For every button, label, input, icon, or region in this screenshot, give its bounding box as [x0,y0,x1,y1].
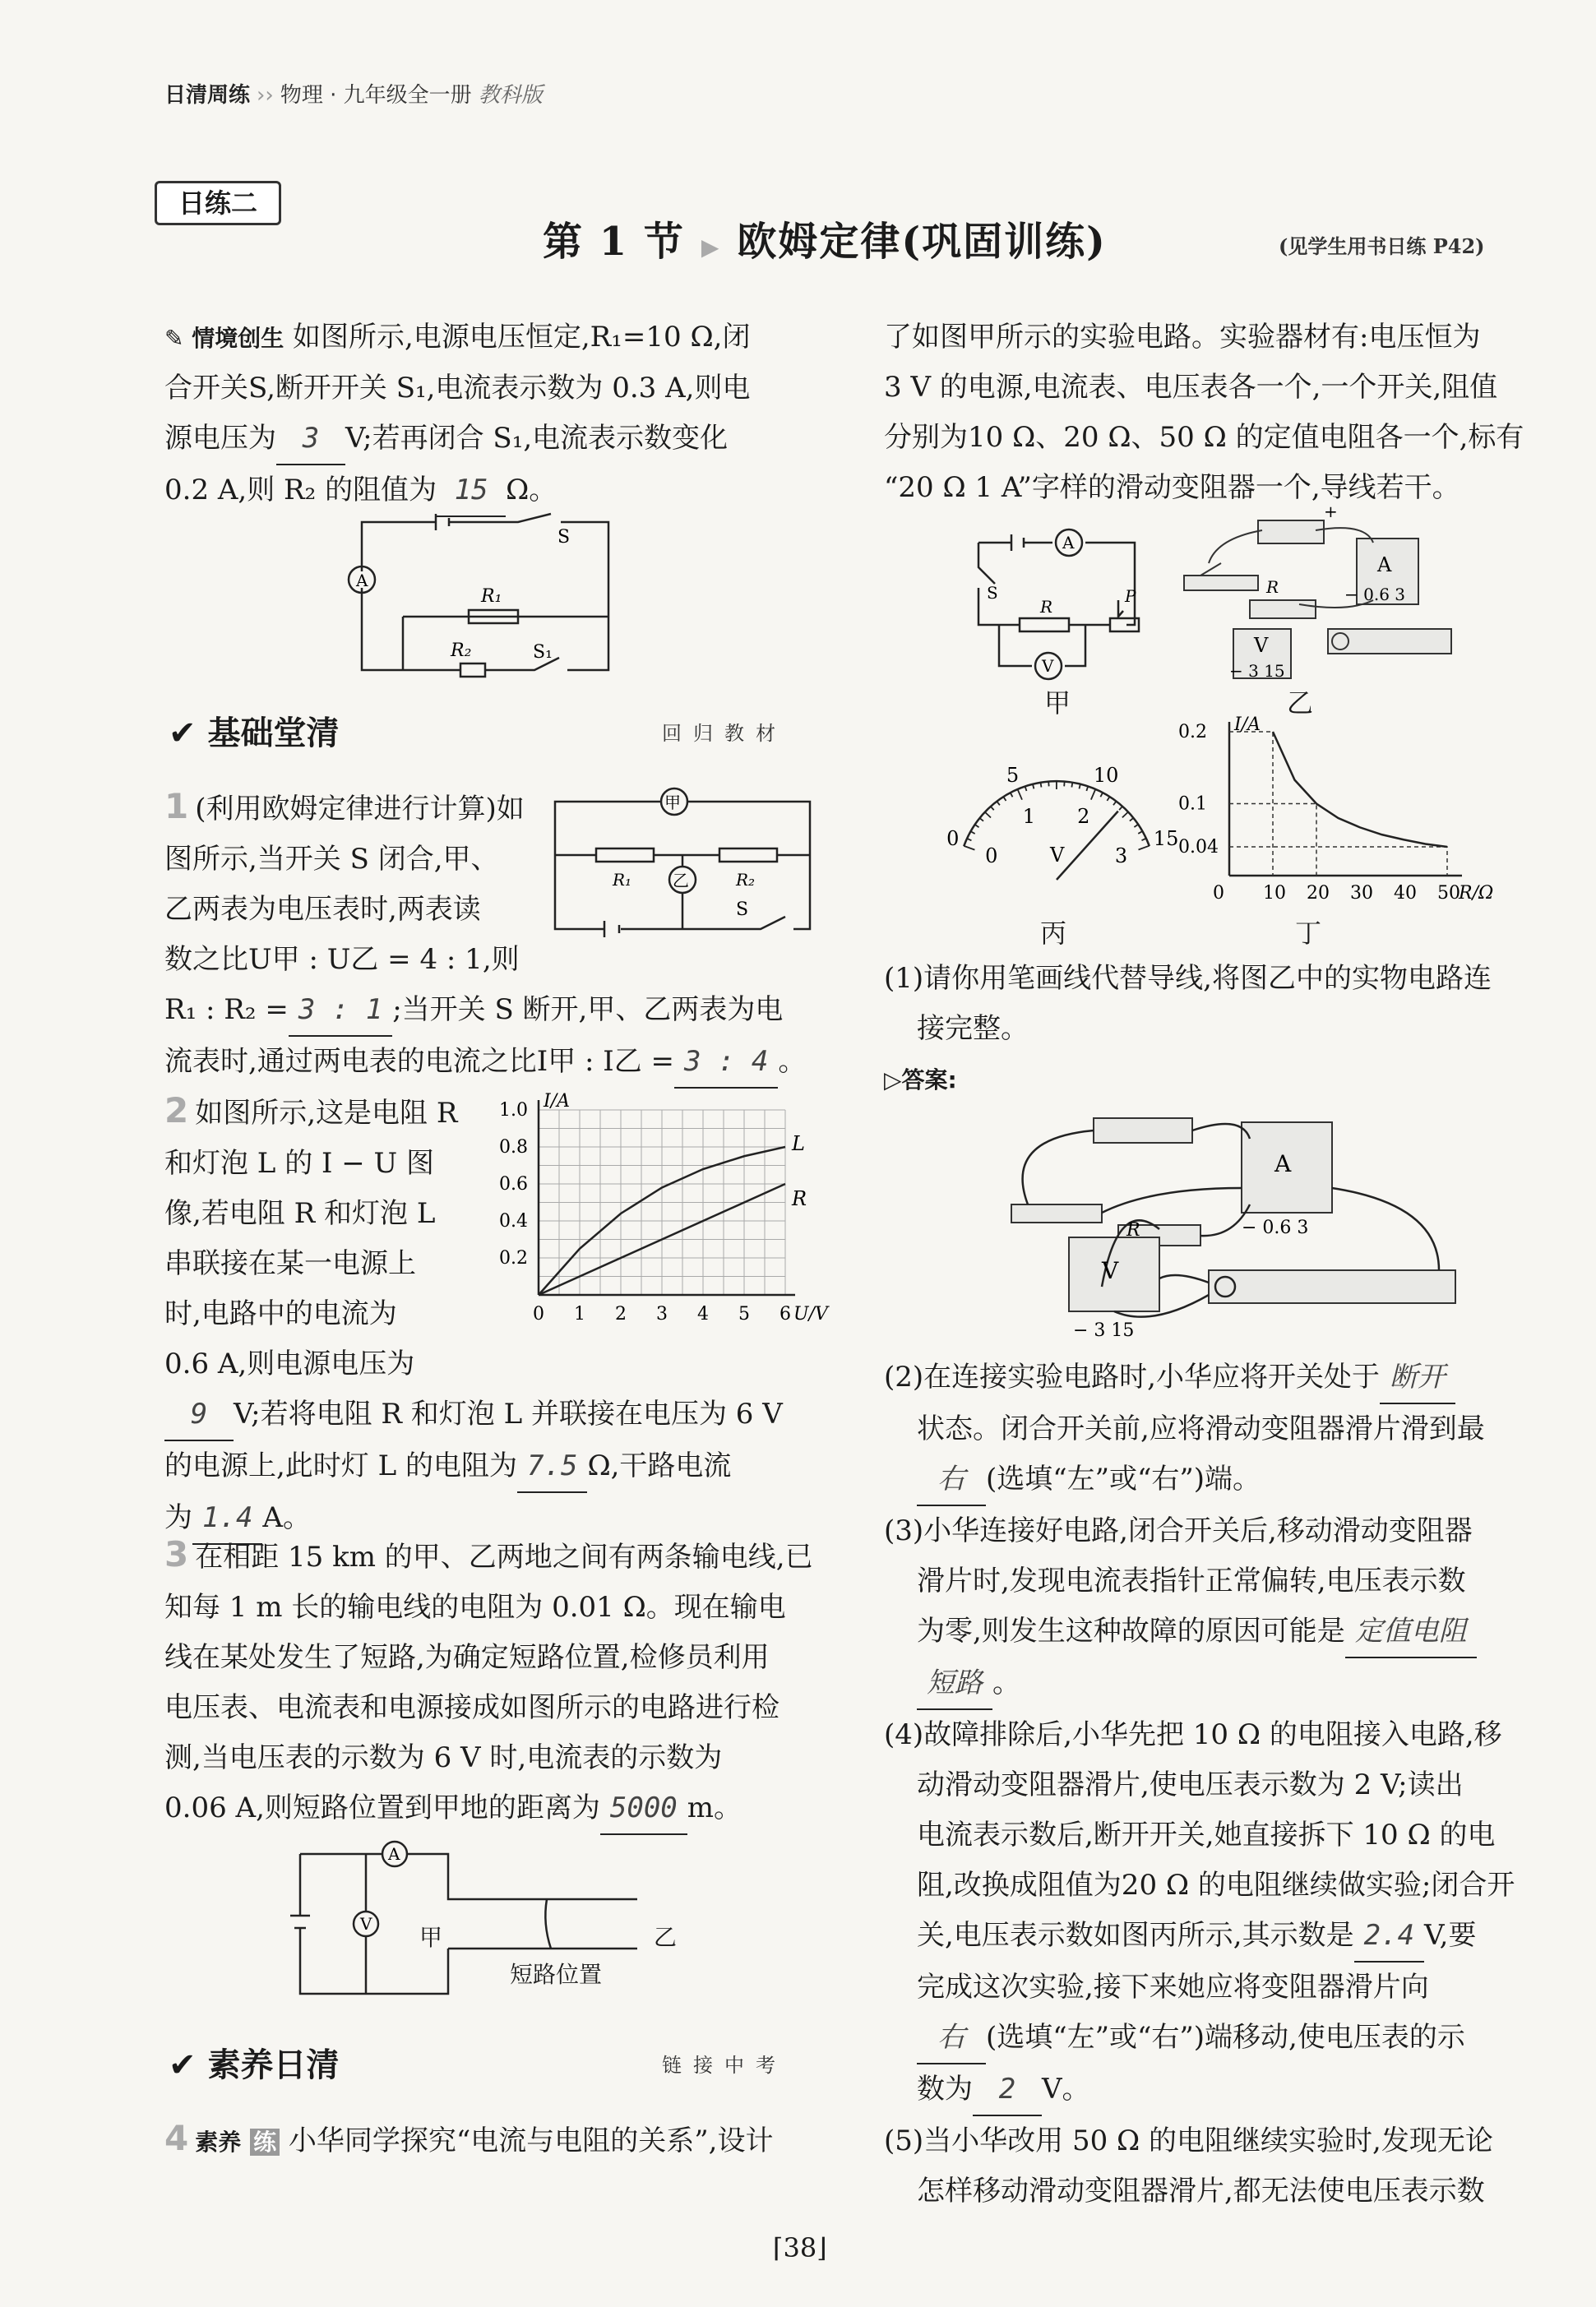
svg-text:乙: 乙 [673,871,689,890]
x-tick-label: 20 [1307,883,1330,904]
svg-text:P: P [1125,586,1136,606]
section-name: 欧姆定律(巩固训练) [737,219,1107,265]
svg-text:A: A [388,1844,400,1864]
svg-text:R₂: R₂ [451,640,472,661]
page-title: 第 1 节 ▶ 欧姆定律(巩固训练) [543,219,1107,265]
question-4-start: 4 素养 练 小华同学探究“电流与电阻的关系”,设计 [164,2118,774,2158]
q3-circuit-diagram [284,1838,678,2002]
svg-text:V: V [1042,656,1054,676]
svg-text:S: S [987,583,998,603]
dial-tick [967,839,971,841]
svg-text:− 0.6 3: − 0.6 3 [1344,585,1406,604]
svg-text:− 0.6 3: − 0.6 3 [1242,1218,1309,1238]
fig-label-jia: 甲 [1044,687,1071,719]
section-literacy-header: ✔ 素养日清 链接中考 [169,2046,787,2084]
dial-label-top: 15 [1153,826,1179,850]
dial-tick [975,825,979,827]
dial-tick [1122,811,1128,817]
x-axis-label: U/V [793,1304,828,1325]
q4-parts-2-5: (2)在连接实验电路时,小华应将开关处于 断开 状态。闭合开关前,应将滑动变阻器滑片滑到最 右 (选填“左”或“右”)端。 (3)小华连接好电路,闭合开关后,移动滑动变阻器 滑片时,发现电流表指针正常偏转,电压表示数 为零,则发生这种故障的原因可能是 定值电阻 短路 。 (4)故障排除后,小华先把 10 Ω 的电阻接入电路,移 动滑动变阻器滑片,使电压表示数为 2 V;读出 电流表示数后,断开开关,她直接拆下 10 Ω 的电 阻,改换成阻值为20 Ω 的电阻继续做实验;闭合开 关,电压表示数如图丙所示,其示数是 2.4 V,要 完成这次实验,接下来她应将变阻器滑片向 右 (选填“左”或“右”)端移动,使电压表的示 数为 2 V。 (5)当小华改用 50 Ω 的电阻继续实验时,发现无论 怎样移动滑动变阻器滑片,都无法使电压表示数 [884,1352,1542,2217]
scenario-block: ✎ 情境创生 如图所示,电源电压恒定,R₁=10 Ω,闭 合开关S,断开开关 S₁,电流表示数为 0.3 A,则电 源电压为 3 V;若再闭合 S₁,电流表示数变化 0.2 A,则 R₂ 的阻值为 15 Ω。 [164,312,822,517]
dial-tick [970,831,974,834]
dial-tick [1071,783,1072,788]
svg-text:R: R [1266,577,1279,597]
y-tick-label: 0.04 [1178,837,1219,858]
answer-blank: 2 [973,2064,1042,2116]
scenario-line: 合开关S,断开开关 S₁,电流表示数为 0.3 A,则电 [164,372,751,405]
fig-label-jia: 甲 [419,1924,443,1951]
dial-label-bottom: 2 [1077,804,1090,828]
x-tick-label: 1 [574,1304,585,1325]
x-tick-label: 30 [1350,883,1373,904]
fig-label-bing: 丙 [1040,918,1067,949]
svg-text:R: R [1040,597,1053,617]
x-tick-label: 40 [1394,883,1417,904]
svg-text:R₂: R₂ [736,870,756,890]
dial-tick [979,818,983,821]
x-tick-label: 3 [656,1304,668,1325]
y-tick-label: 0.2 [499,1248,528,1269]
dial-tick [991,807,994,810]
scenario-circuit-diagram [345,510,625,682]
question-1: 1 (利用欧姆定律进行计算)如 图所示,当开关 S 闭合,甲、 乙两表为电压表时,两表读 数之比U甲 : U乙 = 4 : 1,则 R₁ : R₂ = 3 : 1 ;当开关 S 断开,甲、乙两表为电 流表时,通过两电表的电流之比I甲 : I乙 = 3 : 4 。 [164,781,822,1089]
check-icon: ✔ [169,2046,197,2084]
x-tick-label: 50 [1437,883,1460,904]
scenario-line: 如图所示,电源电压恒定,R₁=10 Ω,闭 [293,321,751,354]
day-tag: 日练二 [155,181,281,225]
x-tick-label: 5 [738,1304,750,1325]
y-tick-label: 0.4 [499,1211,528,1232]
left-column [164,312,822,517]
dial-tick [1113,801,1117,805]
check-icon: ✔ [169,714,197,752]
answer-blank: 15 [437,465,506,517]
guide-line [1229,847,1447,876]
series-label-L: L [792,1132,805,1155]
dial-tick [1130,818,1134,821]
svg-text:− 3 15: − 3 15 [1073,1320,1135,1341]
series-label-R: R [792,1187,807,1210]
dial-tick [1141,839,1145,841]
dial-unit: V [1050,844,1065,867]
fig-label-ding: 丁 [1295,918,1322,949]
dial-tick [1017,789,1022,800]
subject: 物理 · 九年级全一册 [280,83,472,108]
running-header: 日清周练 ›› 物理 · 九年级全一册 教科版 [164,83,543,108]
ir-chart [1172,714,1494,913]
dial-tick [1086,786,1088,791]
section-number: 第 1 节 [543,219,685,265]
dial-tick [1134,825,1138,827]
page-number: ⌈38⌋ [773,2232,827,2263]
dial-tick [1011,793,1013,797]
answer-blank: 定值电阻 [1345,1607,1477,1658]
q4-answer-apparatus [995,1106,1488,1344]
y-tick-label: 0.6 [499,1174,528,1195]
dial-arc [964,781,1150,846]
y-axis-label: I/A [544,1091,570,1112]
q1-circuit-diagram [547,785,818,937]
dial-tick [1119,807,1122,810]
q4-apparatus-yi [1184,502,1455,682]
right-column: 了如图甲所示的实验电路。实验器材有:电压恒为 3 V 的电源,电流表、电压表各一个,一个开关,阻值 分别为10 Ω、20 Ω、50 Ω 的定值电阻各一个,标有 “20 Ω 1 A”字样的滑动变阻器一个,导线若干。 [884,321,1524,504]
answer-label: ▷答案: [884,1066,957,1093]
section-basic-header: ✔ 基础堂清 回归教材 [169,714,787,752]
answer-blank: 5000 [600,1783,687,1835]
x-tick-label: 10 [1263,883,1286,904]
svg-text:A: A [1274,1150,1292,1177]
svg-text:A: A [1377,553,1392,576]
y-axis-label: I/A [1234,714,1261,735]
answer-blank: 7.5 [517,1441,587,1493]
svg-text:甲: 甲 [664,793,681,812]
dial-tick [985,812,991,818]
svg-text:R₁: R₁ [613,870,632,890]
dial-tick [1107,797,1109,801]
answer-blank: 3 : 1 [289,985,392,1037]
series-line-I-R [1273,732,1447,847]
svg-text:A: A [356,571,368,590]
y-tick-label: 0.2 [1178,722,1207,742]
dial-tick [1025,786,1027,791]
edition: 教科版 [478,83,543,108]
svg-text:− 3 15: − 3 15 [1229,661,1285,681]
origin-label: 0 [1213,883,1224,904]
question-3: 3 在相距 15 km 的甲、乙两地之间有两条输电线,已 知每 1 m 长的输电线的电阻为 0.01 Ω。现在输电 线在某处发生了短路,为确定短路位置,检修员利用 电压表、电流表和电源接成如图所示的电路进行检 测,当电压表的示数为 6 V 时,电流表的示数为 0.06 A,则短路位置到甲地的距离为 5000 m。 [164,1529,822,1835]
lightbulb-icon: ✎ [164,325,184,352]
x-tick-label: 2 [615,1304,627,1325]
dial-tick [1091,789,1096,800]
svg-text:S: S [736,899,749,920]
fig-label-short: 短路位置 [510,1961,603,1988]
svg-text:A: A [1062,533,1075,552]
svg-text:S₁: S₁ [533,642,553,663]
q4-circuit-jia [970,526,1151,678]
dial-label-bottom: 0 [985,844,998,868]
dial-tick [1139,846,1150,850]
y-tick-label: 0.8 [499,1137,528,1158]
q4-voltmeter-bing [937,724,1179,888]
series-name: 日清周练 [164,83,251,108]
svg-text:S: S [557,527,571,548]
answer-blank: 3 [276,414,345,465]
dial-label-top: 10 [1093,763,1119,787]
svg-text:+: + [1324,502,1338,521]
answer-blank: 右 [917,2013,986,2064]
iu-chart [481,1089,828,1336]
x-tick-label: 4 [697,1304,709,1325]
svg-text:R: R [1126,1220,1140,1241]
section-subtitle: 链接中考 [662,2054,787,2077]
question-2: 2 如图所示,这是电阻 R 和灯泡 L 的 I − U 图 像,若电阻 R 和灯泡 L 串联接在某一电源上 时,电路中的电流为 0.6 A,则电源电压为 9 V;若将电阻 R 和灯泡 L 并联接在电压为 6 V 的电源上,此时灯 L 的电阻为 7.5 Ω,干路电流 为 1.4 A。 [164,1085,822,1545]
dial-label-top: 0 [946,827,960,851]
dial-tick [997,802,1000,806]
dial-label-bottom: 3 [1114,844,1128,868]
y-tick-label: 1.0 [499,1100,528,1121]
dial-label-bottom: 1 [1022,804,1035,828]
x-axis-label: R/Ω [1459,883,1494,904]
svg-text:R₁: R₁ [481,586,502,607]
y-tick-label: 0.1 [1178,793,1207,815]
svg-text:V: V [1102,1257,1119,1284]
section-subtitle: 回归教材 [662,722,787,745]
answer-blank: 右 [917,1454,986,1506]
answer-blank: 2.4 [1354,1911,1424,1963]
fig-label-yi: 乙 [654,1924,678,1951]
x-tick-label: 0 [533,1304,544,1325]
dial-tick [964,846,974,850]
svg-text:V: V [360,1914,372,1934]
book-reference: (见学生用书日练 P42) [1279,234,1485,258]
answer-blank: 3 : 4 [674,1037,778,1089]
dial-tick [1100,793,1103,797]
answer-blank: 1.4 [192,1493,262,1545]
dial-tick [1003,797,1006,801]
answer-blank: 断开 [1380,1352,1455,1404]
dial-tick [1040,783,1041,788]
q4-part-1: (1)请你用笔画线代替导线,将图乙中的实物电路连 接完整。 ▷答案: [884,962,1492,1093]
answer-blank: 9 [164,1389,234,1441]
scenario-label: ✎ 情境创生 [164,325,285,352]
fig-label-yi: 乙 [1287,687,1314,719]
dial-label-top: 5 [1006,763,1020,787]
dial-tick [1138,831,1142,834]
x-tick-label: 6 [779,1304,791,1325]
svg-text:V: V [1254,634,1269,657]
answer-blank: 短路 [917,1658,992,1710]
